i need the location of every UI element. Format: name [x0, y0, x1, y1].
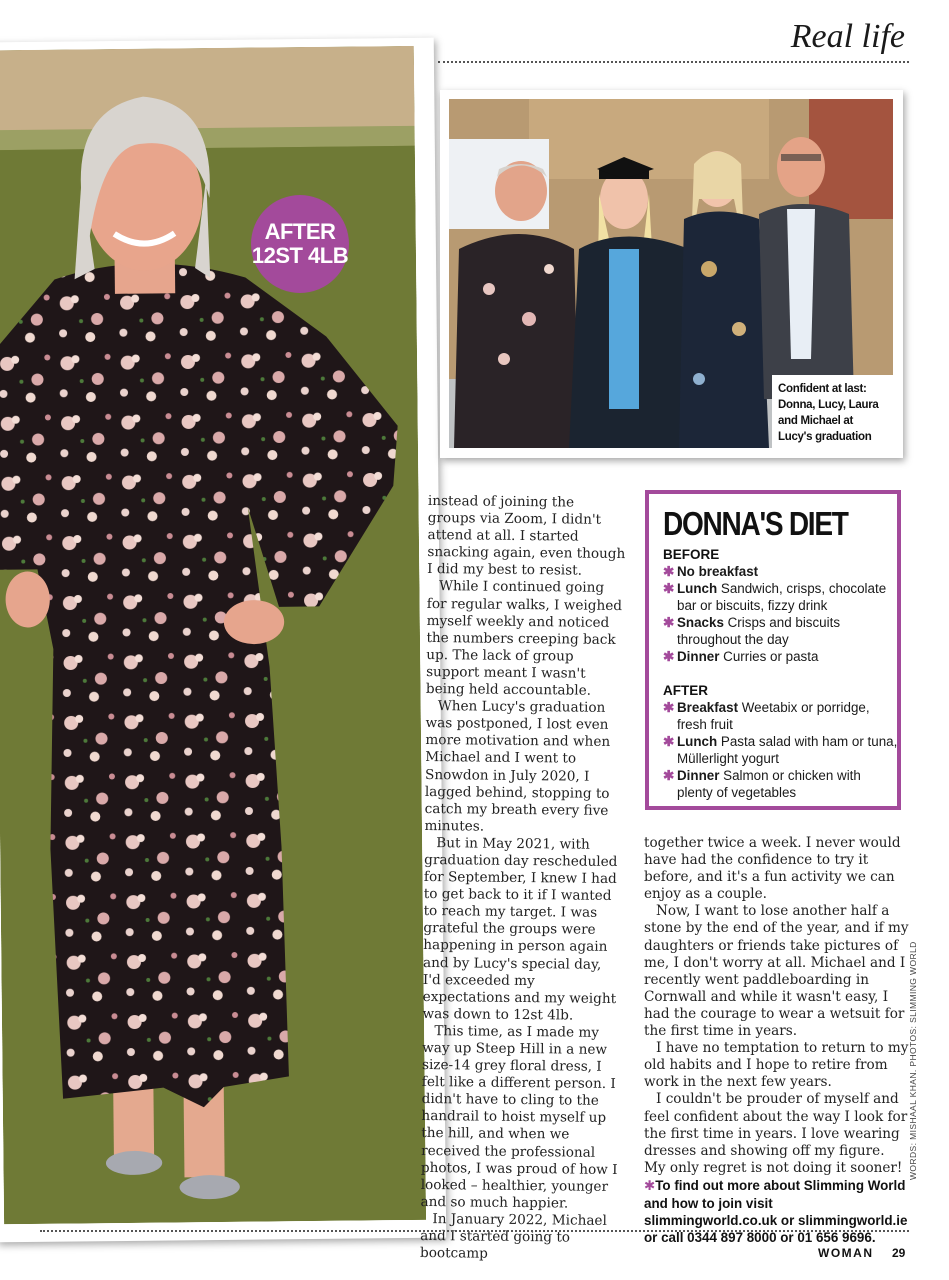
bullet-star-icon: ✱	[644, 1178, 656, 1194]
top-divider	[438, 61, 909, 63]
bullet-star-icon: ✱	[663, 767, 675, 783]
bullet-star-icon: ✱	[663, 564, 675, 579]
diet-item	[663, 648, 899, 665]
meal-name: Snacks	[677, 615, 724, 631]
meal-detail: Weetabix or porridge, fresh fruit	[677, 699, 870, 732]
paragraph: I couldn't be prouder of myself and feel confident about the way I look for the first time in years. I love wearing dresses and showing off my figure. My only regret is not doing it sooner!	[644, 1091, 908, 1176]
badge-line-1: AFTER	[264, 219, 336, 244]
after-heading: AFTER	[663, 682, 708, 698]
paragraph: But in May 2021, with graduation day rescheduled for September, I knew I had to get back to it if I wanted to reach my target. I was grateful the groups were happening in person again and by Lucy's special day, I'd exceeded my expectations and my weight was down to 12st 4lb.	[422, 834, 618, 1024]
photo-caption: Confident at last: Donna, Lucy, Laura and Michael at Lucy's graduation	[772, 375, 894, 449]
bullet-star-icon: ✱	[663, 699, 675, 715]
meal-name: Lunch	[677, 581, 718, 597]
section-title: Real life	[790, 18, 905, 55]
badge-line-2: 12ST 4LB	[251, 243, 349, 268]
meal-name: Dinner	[677, 649, 720, 665]
photo-credit: WORDS: MISHAAL KHAN. PHOTOS: SLIMMING WORLD	[908, 941, 918, 1180]
bullet-star-icon: ✱	[663, 615, 675, 631]
cta-text: To find out more about Slimming World and how to join visit slimmingworld.co.uk or slimmingworld.ie or call 0344 897 8000 or 01 656 9696.	[644, 1177, 908, 1246]
paragraph: Now, I want to lose another half a stone by the end of the year, and if my daughters or friends take pictures of me, I don't worry at all. Michael and I recently went paddleboarding in Cornwall and while it wasn't easy, I had the courage to wear a wetsuit for the first time in years.	[644, 903, 909, 1040]
bullet-star-icon: ✱	[663, 581, 675, 597]
graduation-photo	[440, 90, 903, 458]
diet-item	[663, 733, 899, 767]
paragraph: together twice a week. I never would have had the confidence to try it before, and it's a fun activity we can enjoy as a couple.	[644, 835, 901, 903]
diet-title: DONNA'S DIET	[663, 505, 848, 542]
meal-detail: Crisps and biscuits throughout the day	[677, 615, 841, 648]
meal-name: No breakfast	[677, 564, 759, 579]
paragraph: instead of joining the groups via Zoom, I didn't attend at all. I started snacking again, even though I did my best to resist.	[427, 493, 626, 579]
meal-detail: Pasta salad with ham or tuna, Müllerlight yogurt	[677, 733, 898, 766]
meal-name: Lunch	[677, 733, 718, 749]
diet-box	[645, 490, 901, 810]
meal-detail: Curries or pasta	[723, 649, 819, 665]
paragraph: I have no temptation to return to my old habits and I hope to retire from work in the next few years.	[644, 1040, 909, 1091]
diet-item	[663, 563, 899, 580]
page-number: 29	[892, 1246, 906, 1260]
diet-item	[663, 699, 899, 733]
meal-name: Dinner	[677, 767, 720, 783]
call-to-action	[644, 1177, 909, 1246]
paragraph: In January 2022, Michael and I started going to bootcamp	[419, 1211, 607, 1262]
paragraph: While I continued going for regular walks, I weighed myself weekly and noticed the numbers creeping back up. The lack of group support meant I wasn't being held accountable.	[425, 578, 623, 699]
bottom-divider	[40, 1230, 909, 1232]
bullet-star-icon: ✱	[663, 649, 675, 665]
diet-item	[663, 614, 899, 648]
meal-detail: Sandwich, crisps, chocolate bar or biscuits, fizzy drink	[677, 581, 887, 614]
after-weight-badge	[251, 195, 349, 293]
before-heading: BEFORE	[663, 547, 720, 562]
magazine-name: WOMAN	[818, 1246, 874, 1260]
paragraph: When Lucy's graduation was postponed, I lost even more motivation and when Michael and I went to Snowdon in July 2020, I lagged behind, stopping to catch my breath every five minutes.	[424, 698, 611, 835]
meal-detail: Salmon or chicken with plenty of vegetables	[677, 767, 861, 801]
article-column-1	[420, 493, 626, 1264]
main-photo	[0, 38, 446, 1243]
meal-name: Breakfast	[677, 699, 739, 715]
woman-in-floral-dress-image	[0, 46, 426, 1224]
bullet-star-icon: ✱	[663, 733, 675, 749]
diet-item	[663, 767, 899, 801]
diet-item	[663, 580, 899, 614]
paragraph: This time, as I made my way up Steep Hill in a new size-14 grey floral dress, I felt like a different person. I didn't have to cling to the handrail to hoist myself up the hill, and when we received the professional photos, I was proud of how I looked – healthier, younger and so much happier.	[420, 1023, 618, 1212]
article-column-2	[644, 835, 909, 1246]
